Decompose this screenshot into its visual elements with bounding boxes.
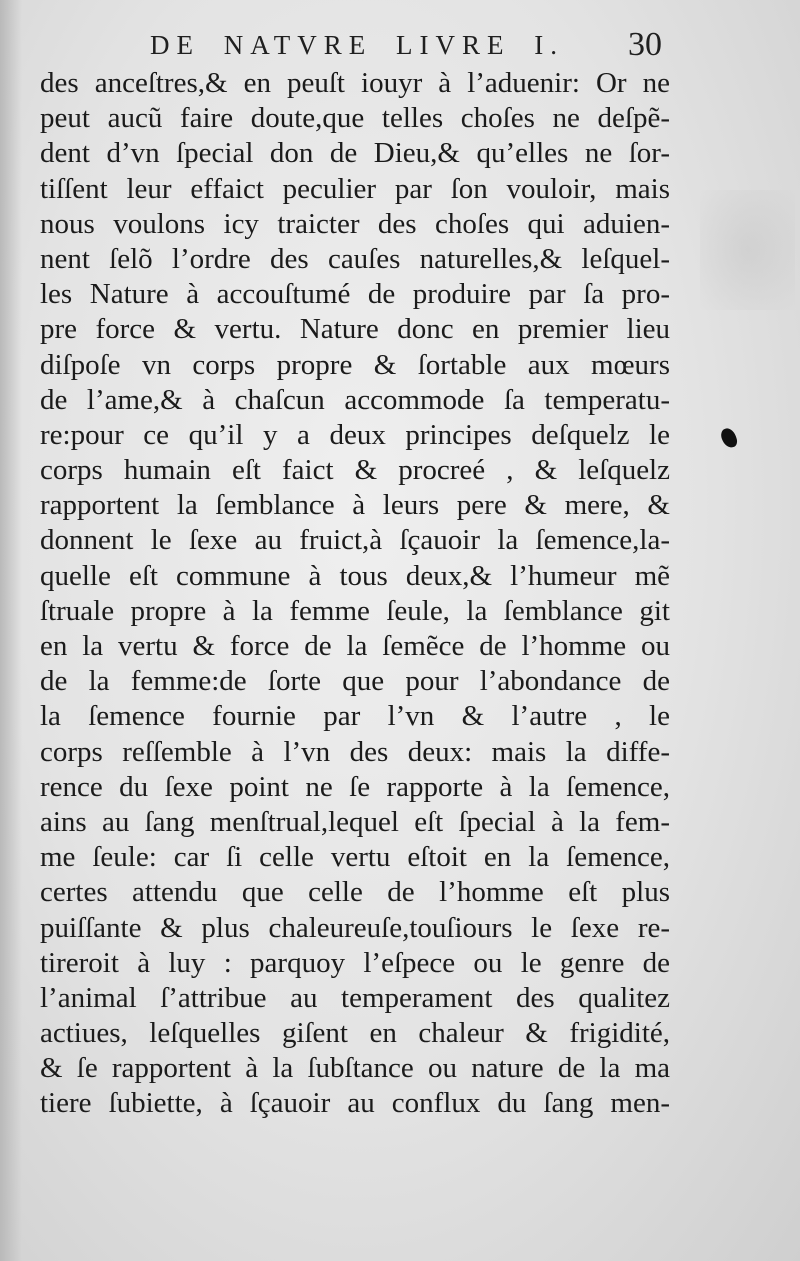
text-line: tiſſent leur effaict peculier par ſon vouloir, mais — [40, 172, 670, 205]
page-gutter-shadow — [0, 0, 22, 1261]
ink-show-through — [700, 190, 795, 310]
text-line: la ſemence fournie par l’vn & l’autre , le — [40, 700, 670, 733]
text-line: nent ſelõ l’ordre des cauſes naturelles,& leſquel- — [40, 242, 670, 275]
page-number: 30 — [628, 26, 662, 63]
text-line: certes attendu que celle de l’homme eſt plus — [40, 876, 670, 909]
text-line: nous voulons icy traicter des choſes qui aduien- — [40, 207, 670, 240]
text-line: puiſſante & plus chaleureuſe,touſiours le ſexe re- — [40, 911, 670, 944]
text-line: rapportent la ſemblance à leurs pere & mere, & — [40, 489, 670, 522]
text-line: corps reſſemble à l’vn des deux: mais la diffe- — [40, 735, 670, 768]
text-line: rence du ſexe point ne ſe rapporte à la ſemence, — [40, 770, 670, 803]
text-line: dent d’vn ſpecial don de Dieu,& qu’elles ne ſor- — [40, 137, 670, 170]
text-line: diſpoſe vn corps propre & ſortable aux mœurs — [40, 348, 670, 381]
text-line: pre force & vertu. Nature donc en premier lieu — [40, 313, 670, 346]
text-line: donnent le ſexe au fruict,à ſçauoir la ſemence,la- — [40, 524, 670, 557]
text-line: re:pour ce qu’il y a deux principes deſquelz le — [40, 418, 670, 451]
text-line: les Nature à accouſtumé de produire par ſa pro- — [40, 278, 670, 311]
text-line: tireroit à luy : parquoy l’eſpece ou le genre de — [40, 946, 670, 979]
text-line: en la vertu & force de la ſemẽce de l’homme ou — [40, 630, 670, 662]
text-line: actiues, leſquelles giſent en chaleur & frigidité, — [40, 1017, 670, 1050]
text-line: ains au ſang menſtrual,lequel eſt ſpecial à la fem- — [40, 805, 670, 838]
text-line: me ſeule: car ſi celle vertu eſtoit en la ſemence, — [40, 841, 670, 874]
body-text — [40, 66, 670, 1122]
text-line: quelle eſt commune à tous deux,& l’humeur mẽ — [40, 559, 670, 592]
running-head: DE NATVRE LIVRE I. — [150, 30, 564, 60]
ink-blot — [719, 426, 739, 450]
text-line: des anceſtres,& en peuſt iouyr à l’aduenir: Or ne — [40, 67, 670, 99]
text-line: corps humain eſt faict & procreé , & leſquelz — [40, 454, 670, 487]
text-line: de l’ame,& à chaſcun accommode ſa temperatu- — [40, 383, 670, 416]
text-line: tiere ſubiette, à ſçauoir au conflux du ſang men- — [40, 1087, 670, 1120]
text-line: & ſe rapportent à la ſubſtance ou nature de la ma — [40, 1052, 670, 1085]
text-line: de la femme:de ſorte que pour l’abondance de — [40, 665, 670, 698]
text-line: l’animal ſ’attribue au temperament des qualitez — [40, 981, 670, 1014]
text-line: peut aucũ faire doute,que telles choſes ne deſpẽ- — [40, 102, 670, 135]
text-line: ſtruale propre à la femme ſeule, la ſemblance git — [40, 594, 670, 627]
